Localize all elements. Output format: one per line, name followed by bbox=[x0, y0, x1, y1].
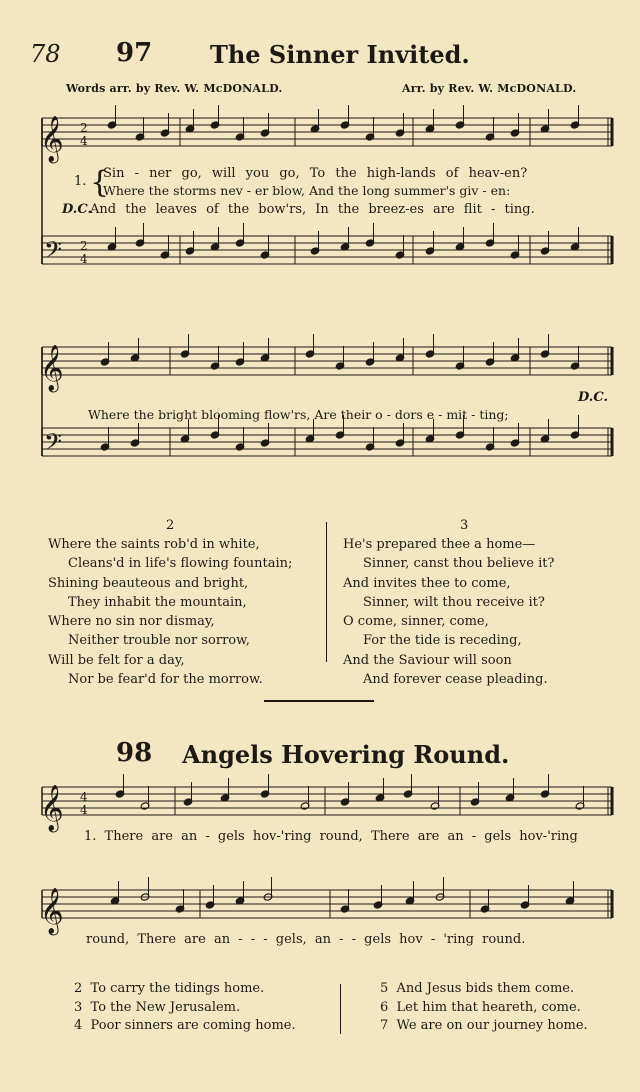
bass-clef-icon: 𝄢 bbox=[44, 428, 63, 461]
stanza-line: Will be felt for a day, bbox=[48, 652, 185, 668]
stanza-line: Sinner, canst thou believe it? bbox=[363, 556, 555, 572]
column-divider bbox=[326, 522, 327, 662]
list-item: 7 We are on our journey home. bbox=[380, 1018, 588, 1033]
stanza-line: And forever cease pleading. bbox=[363, 672, 548, 688]
hymn-98-lyric-line-2: round, There are an - - - gels, an - - gels hov - 'ring round. bbox=[86, 932, 526, 947]
treble-clef-icon: 𝄞 bbox=[40, 888, 64, 934]
stanza-line: Sinner, wilt thou receive it? bbox=[363, 594, 545, 610]
stanza-line: Where no sin nor dismay, bbox=[48, 614, 215, 630]
stanza-line: Neither trouble nor sorrow, bbox=[68, 633, 250, 649]
music-credit: Arr. by Rev. W. McDONALD. bbox=[402, 82, 577, 95]
time-sig: 2 bbox=[80, 121, 88, 135]
treble-clef-icon: 𝄞 bbox=[40, 785, 64, 831]
stanza-line: Shining beauteous and bright, bbox=[48, 575, 249, 591]
stanza-2 bbox=[48, 535, 292, 689]
hymn-97-lyric-line-3: And the leaves of the bow'rs, In the breez-es are flit - ting. bbox=[90, 202, 535, 217]
section-separator bbox=[264, 700, 374, 702]
stanza-line: They inhabit the mountain, bbox=[68, 594, 247, 610]
stanza-line: He's prepared thee a home— bbox=[343, 537, 536, 552]
time-sig: 4 bbox=[80, 803, 88, 817]
page-number: 78 bbox=[30, 40, 61, 68]
stanza-line: And the Saviour will soon bbox=[343, 652, 512, 668]
list-item: 6 Let him that heareth, come. bbox=[380, 999, 581, 1015]
hymn-98-lyric-line-1: 1. There are an - gels hov-'ring round, There are an - gels hov-'ring bbox=[84, 829, 578, 844]
list-item: 3 To the New Jerusalem. bbox=[74, 999, 241, 1015]
verse-number: 1. bbox=[74, 174, 87, 189]
list-item: 5 And Jesus bids them come. bbox=[380, 981, 575, 996]
hymn-98-title: Angels Hovering Round. bbox=[182, 740, 510, 769]
hymn-97-lyric-line-1: Sin - ner go, will you go, To the high-lands of heav-en? bbox=[103, 166, 528, 181]
dc-label-end: D.C. bbox=[578, 390, 608, 405]
treble-clef-icon: 𝄞 bbox=[40, 345, 64, 391]
stanza-line: Where the saints rob'd in white, bbox=[48, 537, 260, 552]
stanza-line: O come, sinner, come, bbox=[343, 614, 489, 630]
brace-icon: { bbox=[90, 165, 110, 200]
hymn-97-lyric-line-2: Where the storms nev - er blow, And the long summer's giv - en: bbox=[103, 183, 511, 198]
verses-right bbox=[380, 980, 588, 1036]
time-sig: 2 bbox=[80, 239, 88, 253]
time-sig: 4 bbox=[80, 134, 88, 148]
hymn-97-lyric-line-4: Where the bright blooming flow'rs, Are their o - dors e - mit - ting; bbox=[88, 407, 509, 422]
stanza-2-number: 2 bbox=[166, 518, 175, 533]
verses-left bbox=[74, 980, 296, 1036]
column-divider bbox=[340, 984, 341, 1034]
bass-clef-icon: 𝄢 bbox=[44, 236, 63, 269]
stanza-line: Cleans'd in life's flowing fountain; bbox=[68, 556, 293, 572]
stanza-line: For the tide is receding, bbox=[363, 633, 522, 649]
time-sig: 4 bbox=[80, 252, 88, 266]
list-item: 2 To carry the tidings home. bbox=[74, 981, 265, 996]
time-sig: 4 bbox=[80, 790, 88, 804]
treble-clef-icon: 𝄞 bbox=[40, 116, 64, 162]
hymn-97-title: The Sinner Invited. bbox=[210, 40, 470, 69]
words-credit: Words arr. by Rev. W. McDONALD. bbox=[66, 82, 283, 95]
stanza-3-number: 3 bbox=[460, 518, 469, 533]
stanza-line: And invites thee to come, bbox=[343, 575, 511, 591]
dc-label: D.C. bbox=[62, 202, 92, 217]
hymn-98-number: 98 bbox=[116, 738, 153, 768]
stanza-line: Nor be fear'd for the morrow. bbox=[68, 672, 263, 688]
list-item: 4 Poor sinners are coming home. bbox=[74, 1018, 296, 1033]
stanza-3 bbox=[343, 535, 554, 689]
hymn-97-number: 97 bbox=[116, 38, 153, 68]
